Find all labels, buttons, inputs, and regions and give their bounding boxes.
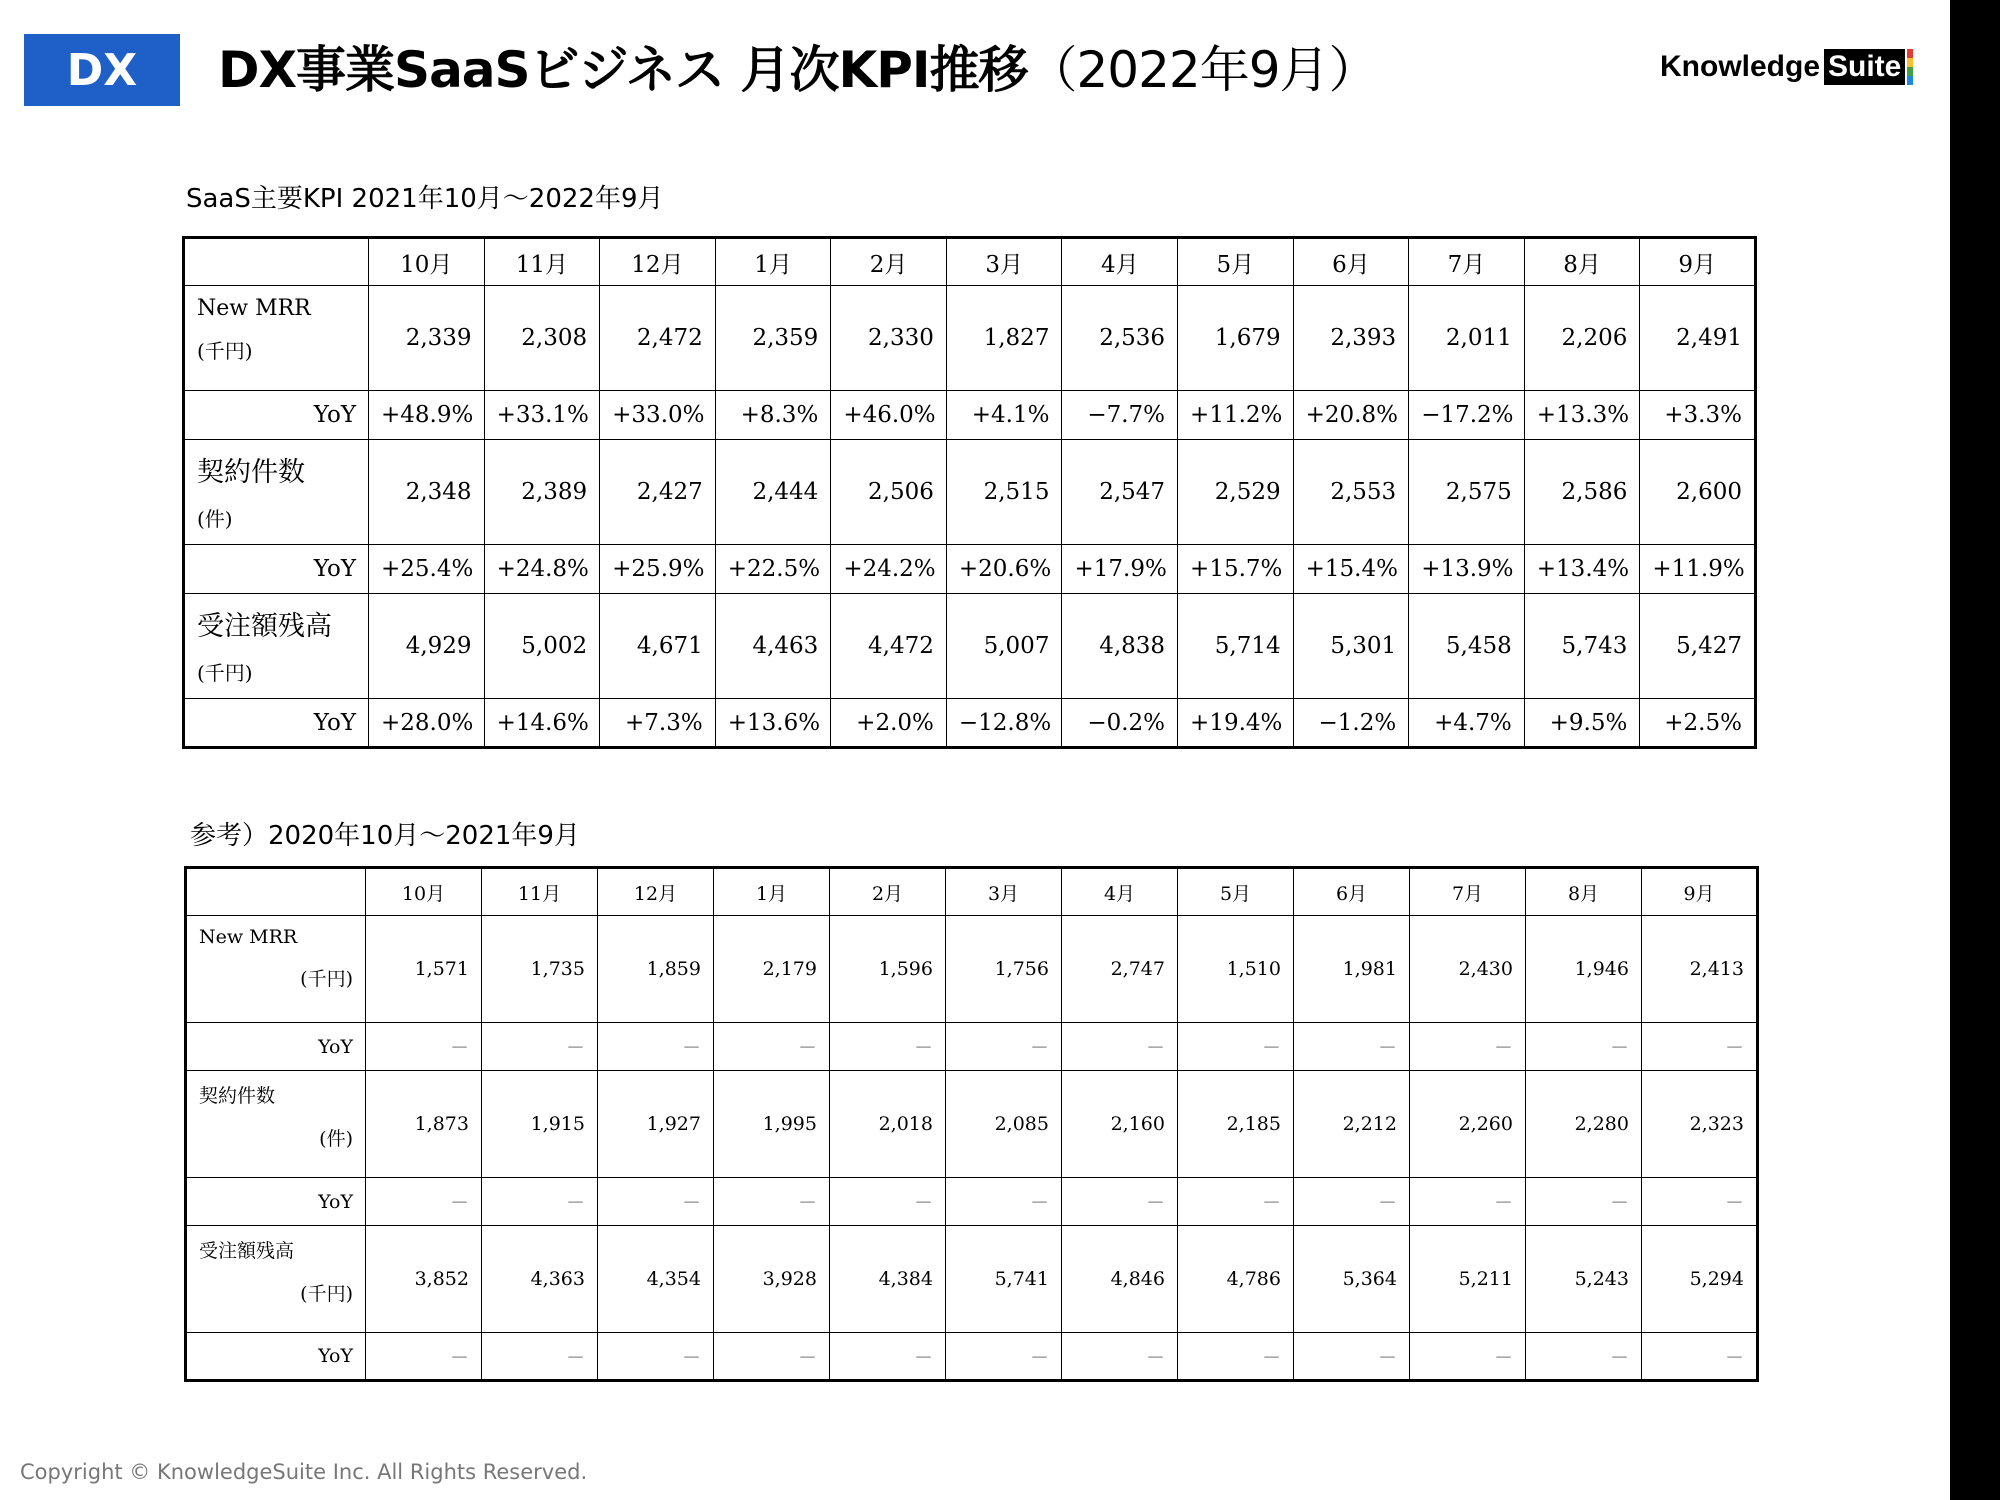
yoy-value: +48.9% bbox=[369, 391, 485, 440]
yoy-value: +8.3% bbox=[715, 391, 831, 440]
metric-value: 2,330 bbox=[831, 286, 947, 391]
month-header: 5月 bbox=[1178, 238, 1294, 286]
month-header: 11月 bbox=[482, 868, 598, 916]
metric-value: 2,506 bbox=[831, 440, 947, 545]
metric-value: 2,413 bbox=[1642, 916, 1758, 1023]
copyright-footer: Copyright © KnowledgeSuite Inc. All Rights Reserved. bbox=[20, 1460, 588, 1484]
yoy-value: － bbox=[366, 1023, 482, 1071]
metric-value: 4,838 bbox=[1062, 594, 1178, 699]
yoy-value: － bbox=[1062, 1023, 1178, 1071]
metric-value: 2,575 bbox=[1409, 440, 1525, 545]
header-row bbox=[184, 238, 1756, 286]
metric-value: 1,946 bbox=[1526, 916, 1642, 1023]
yoy-value: － bbox=[1410, 1178, 1526, 1226]
yoy-value: +13.3% bbox=[1524, 391, 1640, 440]
month-header: 7月 bbox=[1409, 238, 1525, 286]
yoy-value: +3.3% bbox=[1640, 391, 1756, 440]
yoy-value: － bbox=[482, 1023, 598, 1071]
metric-value: 2,359 bbox=[715, 286, 831, 391]
yoy-row bbox=[184, 391, 1756, 440]
table2-caption: 参考）2020年10月～2021年9月 bbox=[190, 821, 580, 851]
yoy-value: － bbox=[1642, 1333, 1758, 1381]
yoy-label: YoY bbox=[184, 699, 369, 748]
metric-row bbox=[186, 1226, 1758, 1333]
yoy-label: YoY bbox=[186, 1333, 366, 1381]
metric-value: 2,536 bbox=[1062, 286, 1178, 391]
yoy-value: － bbox=[598, 1178, 714, 1226]
metric-row bbox=[184, 594, 1756, 699]
metric-value: 2,011 bbox=[1409, 286, 1525, 391]
metric-name: 受注額残高 bbox=[199, 1240, 295, 1262]
yoy-value: −12.8% bbox=[946, 699, 1062, 748]
yoy-value: － bbox=[598, 1023, 714, 1071]
metric-value: 2,515 bbox=[946, 440, 1062, 545]
metric-value: 2,430 bbox=[1410, 916, 1526, 1023]
yoy-value: － bbox=[1410, 1023, 1526, 1071]
month-header: 12月 bbox=[598, 868, 714, 916]
metric-name: 契約件数 bbox=[197, 457, 305, 488]
table1-caption: SaaS主要KPI 2021年10月～2022年9月 bbox=[186, 184, 664, 214]
yoy-row bbox=[186, 1333, 1758, 1381]
metric-row bbox=[186, 1071, 1758, 1178]
yoy-value: +19.4% bbox=[1178, 699, 1294, 748]
yoy-label: YoY bbox=[186, 1023, 366, 1071]
metric-value: 2,348 bbox=[369, 440, 485, 545]
corner-cell bbox=[184, 238, 369, 286]
metric-value: 4,363 bbox=[482, 1226, 598, 1333]
month-header: 6月 bbox=[1293, 238, 1409, 286]
yoy-value: +28.0% bbox=[369, 699, 485, 748]
kpi-table-2021-2022 bbox=[182, 236, 1757, 749]
metric-row bbox=[186, 916, 1758, 1023]
metric-value: 4,671 bbox=[600, 594, 716, 699]
yoy-value: +22.5% bbox=[715, 545, 831, 594]
metric-value: 2,280 bbox=[1526, 1071, 1642, 1178]
metric-value: 5,002 bbox=[484, 594, 600, 699]
yoy-value: － bbox=[830, 1333, 946, 1381]
yoy-value: −0.2% bbox=[1062, 699, 1178, 748]
yoy-value: － bbox=[1642, 1178, 1758, 1226]
metric-value: 1,735 bbox=[482, 916, 598, 1023]
knowledgesuite-logo bbox=[1660, 46, 1913, 88]
metric-value: 5,458 bbox=[1409, 594, 1525, 699]
yoy-value: － bbox=[946, 1333, 1062, 1381]
yoy-value: － bbox=[1642, 1023, 1758, 1071]
yoy-value: −7.7% bbox=[1062, 391, 1178, 440]
yoy-value: +20.8% bbox=[1293, 391, 1409, 440]
yoy-value: +25.4% bbox=[369, 545, 485, 594]
metric-unit: (千円) bbox=[197, 661, 253, 685]
yoy-value: － bbox=[1526, 1333, 1642, 1381]
month-header: 9月 bbox=[1642, 868, 1758, 916]
metric-value: 5,743 bbox=[1524, 594, 1640, 699]
yoy-value: － bbox=[1410, 1333, 1526, 1381]
metric-value: 2,427 bbox=[600, 440, 716, 545]
yoy-value: － bbox=[830, 1178, 946, 1226]
yoy-value: － bbox=[946, 1023, 1062, 1071]
metric-value: 5,211 bbox=[1410, 1226, 1526, 1333]
metric-label-cell bbox=[184, 594, 369, 699]
metric-value: 2,747 bbox=[1062, 916, 1178, 1023]
yoy-value: +11.2% bbox=[1178, 391, 1294, 440]
kpi-table-2020-2021 bbox=[184, 866, 1759, 1382]
metric-value: 5,243 bbox=[1526, 1226, 1642, 1333]
metric-value: 5,364 bbox=[1294, 1226, 1410, 1333]
yoy-label: YoY bbox=[184, 545, 369, 594]
yoy-value: － bbox=[1178, 1023, 1294, 1071]
metric-value: 1,756 bbox=[946, 916, 1062, 1023]
metric-name: New MRR bbox=[197, 296, 311, 321]
yoy-value: +11.9% bbox=[1640, 545, 1756, 594]
metric-row bbox=[184, 286, 1756, 391]
metric-value: 5,714 bbox=[1178, 594, 1294, 699]
metric-value: 2,529 bbox=[1178, 440, 1294, 545]
metric-value: 4,463 bbox=[715, 594, 831, 699]
yoy-value: +33.0% bbox=[600, 391, 716, 440]
yoy-value: － bbox=[482, 1333, 598, 1381]
month-header: 2月 bbox=[830, 868, 946, 916]
page-title-date: （2022年9月） bbox=[1027, 41, 1378, 99]
metric-value: 1,927 bbox=[598, 1071, 714, 1178]
metric-label-cell bbox=[186, 1071, 366, 1178]
month-header: 4月 bbox=[1062, 238, 1178, 286]
page-title-main: DX事業SaaSビジネス 月次KPI推移 bbox=[218, 41, 1028, 99]
metric-value: 2,491 bbox=[1640, 286, 1756, 391]
metric-value: 1,915 bbox=[482, 1071, 598, 1178]
metric-value: 4,846 bbox=[1062, 1226, 1178, 1333]
month-header: 8月 bbox=[1524, 238, 1640, 286]
yoy-value: － bbox=[1526, 1023, 1642, 1071]
metric-value: 2,600 bbox=[1640, 440, 1756, 545]
metric-value: 2,185 bbox=[1178, 1071, 1294, 1178]
metric-value: 2,393 bbox=[1293, 286, 1409, 391]
corner-cell bbox=[186, 868, 366, 916]
logo-knowledge-text: Knowledge bbox=[1660, 50, 1821, 83]
yoy-value: － bbox=[366, 1178, 482, 1226]
metric-value: 2,586 bbox=[1524, 440, 1640, 545]
month-header: 5月 bbox=[1178, 868, 1294, 916]
metric-value: 5,301 bbox=[1293, 594, 1409, 699]
yoy-value: － bbox=[1178, 1178, 1294, 1226]
yoy-value: － bbox=[1178, 1333, 1294, 1381]
yoy-value: － bbox=[1294, 1333, 1410, 1381]
month-header: 11月 bbox=[484, 238, 600, 286]
yoy-value: － bbox=[714, 1333, 830, 1381]
yoy-row bbox=[184, 545, 1756, 594]
yoy-value: +4.1% bbox=[946, 391, 1062, 440]
metric-value: 2,206 bbox=[1524, 286, 1640, 391]
dx-badge: DX bbox=[24, 34, 180, 106]
metric-value: 2,308 bbox=[484, 286, 600, 391]
metric-value: 1,873 bbox=[366, 1071, 482, 1178]
logo-color-bar-icon bbox=[1907, 49, 1913, 85]
right-side-bar bbox=[1950, 0, 2000, 1500]
page-title bbox=[218, 34, 1378, 106]
metric-value: 2,472 bbox=[600, 286, 716, 391]
yoy-label: YoY bbox=[184, 391, 369, 440]
metric-value: 4,786 bbox=[1178, 1226, 1294, 1333]
metric-unit: (千円) bbox=[300, 968, 353, 990]
yoy-value: +13.9% bbox=[1409, 545, 1525, 594]
yoy-value: － bbox=[482, 1178, 598, 1226]
yoy-value: +20.6% bbox=[946, 545, 1062, 594]
yoy-value: － bbox=[598, 1333, 714, 1381]
yoy-value: － bbox=[830, 1023, 946, 1071]
yoy-value: +33.1% bbox=[484, 391, 600, 440]
metric-value: 1,995 bbox=[714, 1071, 830, 1178]
yoy-value: +24.2% bbox=[831, 545, 947, 594]
yoy-value: −1.2% bbox=[1293, 699, 1409, 748]
yoy-value: +17.9% bbox=[1062, 545, 1178, 594]
metric-label-cell bbox=[186, 916, 366, 1023]
metric-value: 1,571 bbox=[366, 916, 482, 1023]
yoy-row bbox=[186, 1023, 1758, 1071]
yoy-label: YoY bbox=[186, 1178, 366, 1226]
metric-value: 4,384 bbox=[830, 1226, 946, 1333]
metric-value: 1,827 bbox=[946, 286, 1062, 391]
yoy-value: +15.4% bbox=[1293, 545, 1409, 594]
metric-value: 5,007 bbox=[946, 594, 1062, 699]
month-header: 7月 bbox=[1410, 868, 1526, 916]
metric-label-cell bbox=[184, 440, 369, 545]
metric-value: 5,741 bbox=[946, 1226, 1062, 1333]
metric-value: 2,212 bbox=[1294, 1071, 1410, 1178]
metric-value: 5,427 bbox=[1640, 594, 1756, 699]
logo-suite-text: Suite bbox=[1824, 49, 1905, 85]
metric-value: 2,323 bbox=[1642, 1071, 1758, 1178]
metric-value: 2,553 bbox=[1293, 440, 1409, 545]
metric-value: 1,510 bbox=[1178, 916, 1294, 1023]
metric-name: 受注額残高 bbox=[197, 611, 332, 642]
yoy-value: － bbox=[714, 1178, 830, 1226]
metric-value: 2,547 bbox=[1062, 440, 1178, 545]
yoy-value: −17.2% bbox=[1409, 391, 1525, 440]
yoy-row bbox=[186, 1178, 1758, 1226]
yoy-value: +25.9% bbox=[600, 545, 716, 594]
metric-value: 2,179 bbox=[714, 916, 830, 1023]
yoy-value: +46.0% bbox=[831, 391, 947, 440]
yoy-value: － bbox=[714, 1023, 830, 1071]
yoy-value: － bbox=[1526, 1178, 1642, 1226]
yoy-value: － bbox=[366, 1333, 482, 1381]
metric-value: 1,596 bbox=[830, 916, 946, 1023]
yoy-value: +14.6% bbox=[484, 699, 600, 748]
month-header: 10月 bbox=[366, 868, 482, 916]
metric-name: 契約件数 bbox=[199, 1085, 276, 1107]
metric-value: 2,444 bbox=[715, 440, 831, 545]
metric-name: New MRR bbox=[199, 926, 298, 948]
metric-row bbox=[184, 440, 1756, 545]
metric-value: 4,472 bbox=[831, 594, 947, 699]
yoy-value: +4.7% bbox=[1409, 699, 1525, 748]
metric-value: 1,981 bbox=[1294, 916, 1410, 1023]
yoy-value: － bbox=[946, 1178, 1062, 1226]
yoy-value: +9.5% bbox=[1524, 699, 1640, 748]
month-header: 9月 bbox=[1640, 238, 1756, 286]
yoy-value: － bbox=[1294, 1178, 1410, 1226]
month-header: 2月 bbox=[831, 238, 947, 286]
yoy-row bbox=[184, 699, 1756, 748]
metric-unit: (千円) bbox=[300, 1283, 353, 1305]
month-header: 6月 bbox=[1294, 868, 1410, 916]
metric-value: 1,679 bbox=[1178, 286, 1294, 391]
yoy-value: － bbox=[1062, 1333, 1178, 1381]
metric-label-cell bbox=[184, 286, 369, 391]
metric-unit: (件) bbox=[197, 507, 233, 531]
yoy-value: +24.8% bbox=[484, 545, 600, 594]
page-number: 18 bbox=[1960, 1458, 1988, 1482]
metric-value: 3,852 bbox=[366, 1226, 482, 1333]
header-row bbox=[186, 868, 1758, 916]
metric-value: 5,294 bbox=[1642, 1226, 1758, 1333]
yoy-value: +13.6% bbox=[715, 699, 831, 748]
month-header: 4月 bbox=[1062, 868, 1178, 916]
month-header: 1月 bbox=[714, 868, 830, 916]
month-header: 3月 bbox=[946, 238, 1062, 286]
metric-value: 2,018 bbox=[830, 1071, 946, 1178]
month-header: 8月 bbox=[1526, 868, 1642, 916]
yoy-value: +15.7% bbox=[1178, 545, 1294, 594]
yoy-value: － bbox=[1062, 1178, 1178, 1226]
metric-value: 4,929 bbox=[369, 594, 485, 699]
metric-value: 3,928 bbox=[714, 1226, 830, 1333]
metric-value: 1,859 bbox=[598, 916, 714, 1023]
metric-value: 2,389 bbox=[484, 440, 600, 545]
yoy-value: +2.0% bbox=[831, 699, 947, 748]
yoy-value: +2.5% bbox=[1640, 699, 1756, 748]
metric-value: 4,354 bbox=[598, 1226, 714, 1333]
month-header: 12月 bbox=[600, 238, 716, 286]
metric-value: 2,339 bbox=[369, 286, 485, 391]
metric-unit: (千円) bbox=[197, 339, 253, 363]
metric-value: 2,085 bbox=[946, 1071, 1062, 1178]
metric-value: 2,160 bbox=[1062, 1071, 1178, 1178]
metric-value: 2,260 bbox=[1410, 1071, 1526, 1178]
yoy-value: +13.4% bbox=[1524, 545, 1640, 594]
month-header: 3月 bbox=[946, 868, 1062, 916]
yoy-value: +7.3% bbox=[600, 699, 716, 748]
month-header: 1月 bbox=[715, 238, 831, 286]
metric-unit: (件) bbox=[319, 1128, 353, 1150]
yoy-value: － bbox=[1294, 1023, 1410, 1071]
metric-label-cell bbox=[186, 1226, 366, 1333]
month-header: 10月 bbox=[369, 238, 485, 286]
